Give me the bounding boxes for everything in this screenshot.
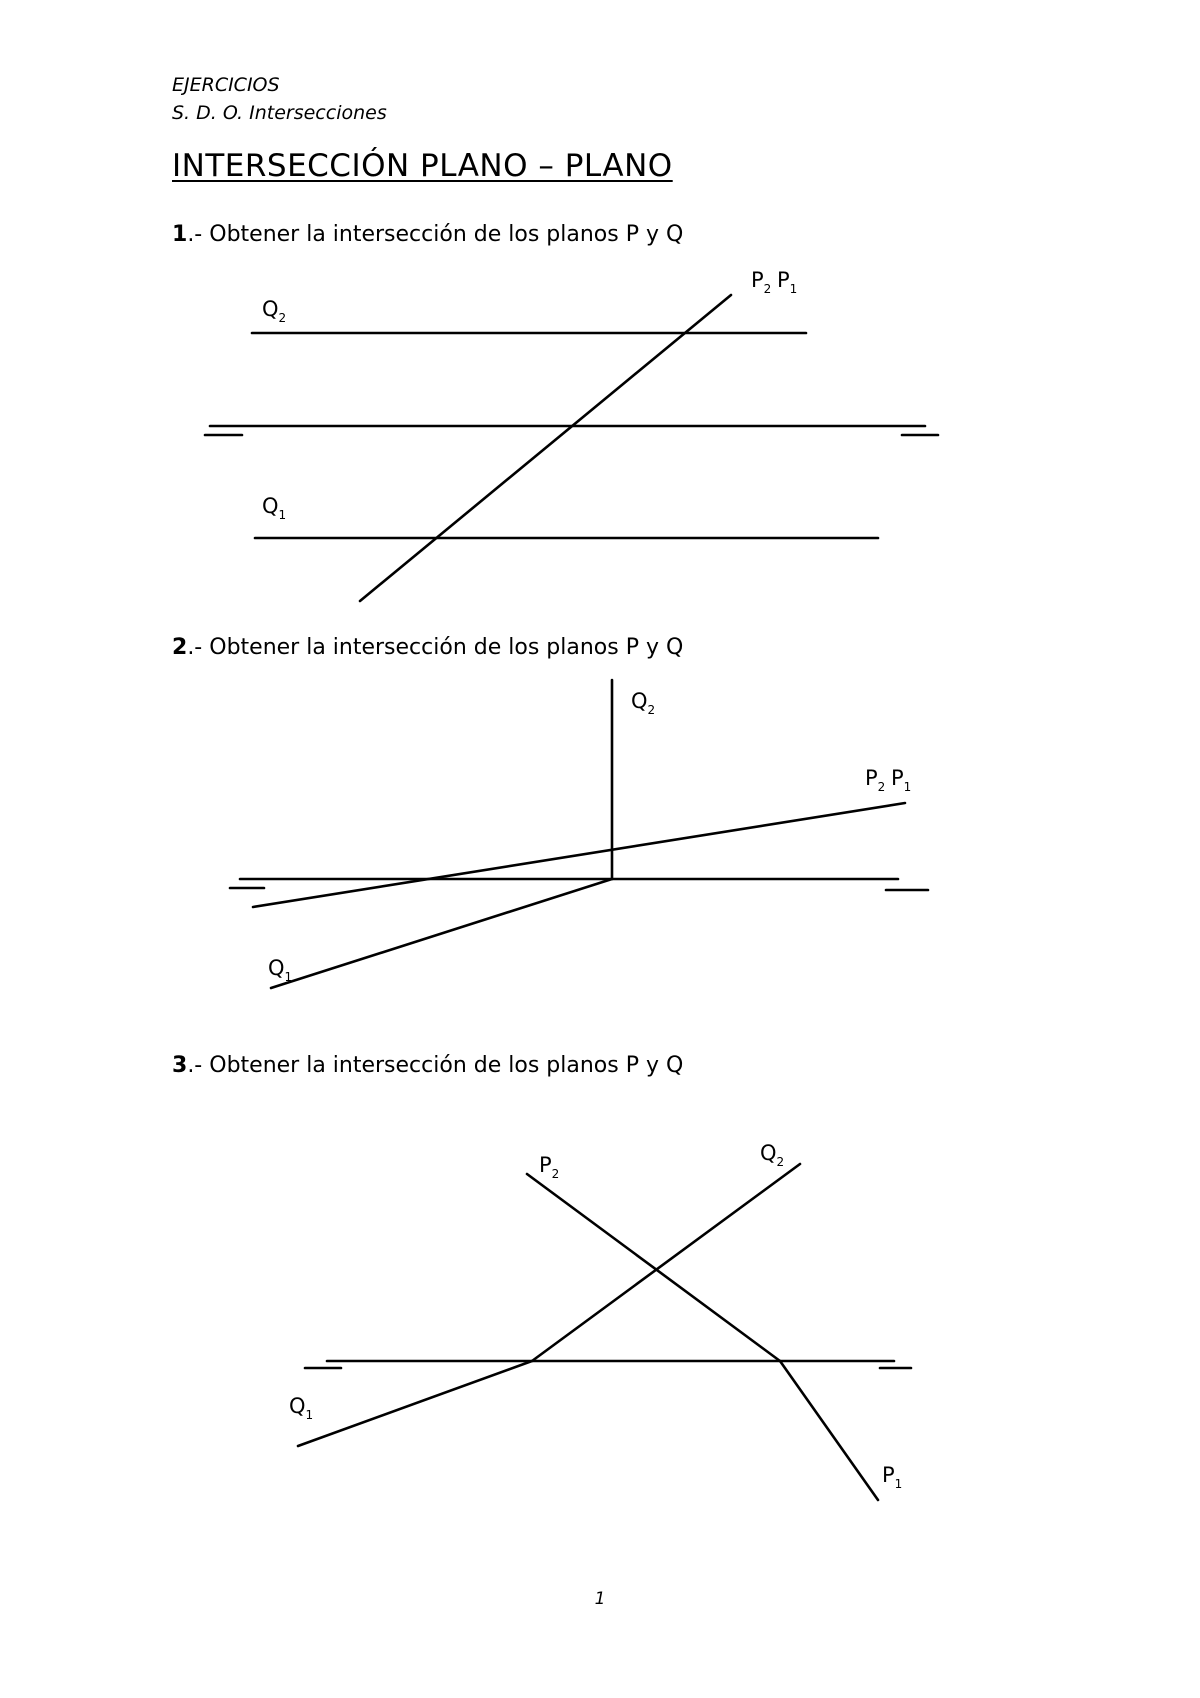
trace-p2	[527, 1174, 780, 1361]
exercise-text: Obtener la intersección de los planos P y Q	[209, 222, 684, 247]
exercise-2-diagram	[0, 670, 1200, 1030]
label-q1: $Q_1$	[289, 1394, 314, 1422]
exercise-number: 2	[172, 635, 188, 660]
exercise-text: Obtener la intersección de los planos P y Q	[209, 1053, 684, 1078]
header-topic: S. D. O. Intersecciones	[172, 102, 387, 124]
label-p1: $P_1$	[891, 766, 912, 794]
exercise-text: Obtener la intersección de los planos P y Q	[209, 635, 684, 660]
header-course: EJERCICIOS	[172, 74, 280, 96]
trace-q2	[532, 1164, 800, 1361]
label-q2: $Q_2$	[262, 297, 287, 325]
label-q1: $Q_1$	[268, 956, 293, 984]
exercise-2-statement	[172, 634, 683, 662]
exercise-number: 1	[172, 222, 188, 247]
page-number: 1	[594, 1589, 606, 1609]
label-p1: $P_1$	[882, 1463, 903, 1491]
label-p2: $P_2$	[865, 766, 886, 794]
label-p2: $P_2$	[539, 1153, 560, 1181]
trace-p1	[780, 1361, 878, 1500]
exercise-3-statement	[172, 1052, 683, 1080]
exercise-number: 3	[172, 1053, 188, 1078]
trace-p	[360, 295, 731, 601]
exercise-1-statement	[172, 221, 683, 249]
label-p1: $P_1$	[777, 268, 798, 296]
exercise-separator: .-	[187, 1053, 203, 1078]
exercise-1-diagram	[0, 255, 1200, 615]
exercise-separator: .-	[187, 635, 203, 660]
label-q2: $Q_2$	[631, 689, 656, 717]
exercise-3-diagram	[0, 1120, 1200, 1520]
exercise-separator: .-	[187, 222, 203, 247]
label-q2: $Q_2$	[760, 1141, 785, 1169]
trace-q1	[298, 1361, 532, 1446]
trace-p	[253, 803, 905, 907]
page-title: INTERSECCIÓN PLANO – PLANO	[172, 148, 673, 184]
label-p2: $P_2$	[751, 268, 772, 296]
label-q1: $Q_1$	[262, 494, 287, 522]
